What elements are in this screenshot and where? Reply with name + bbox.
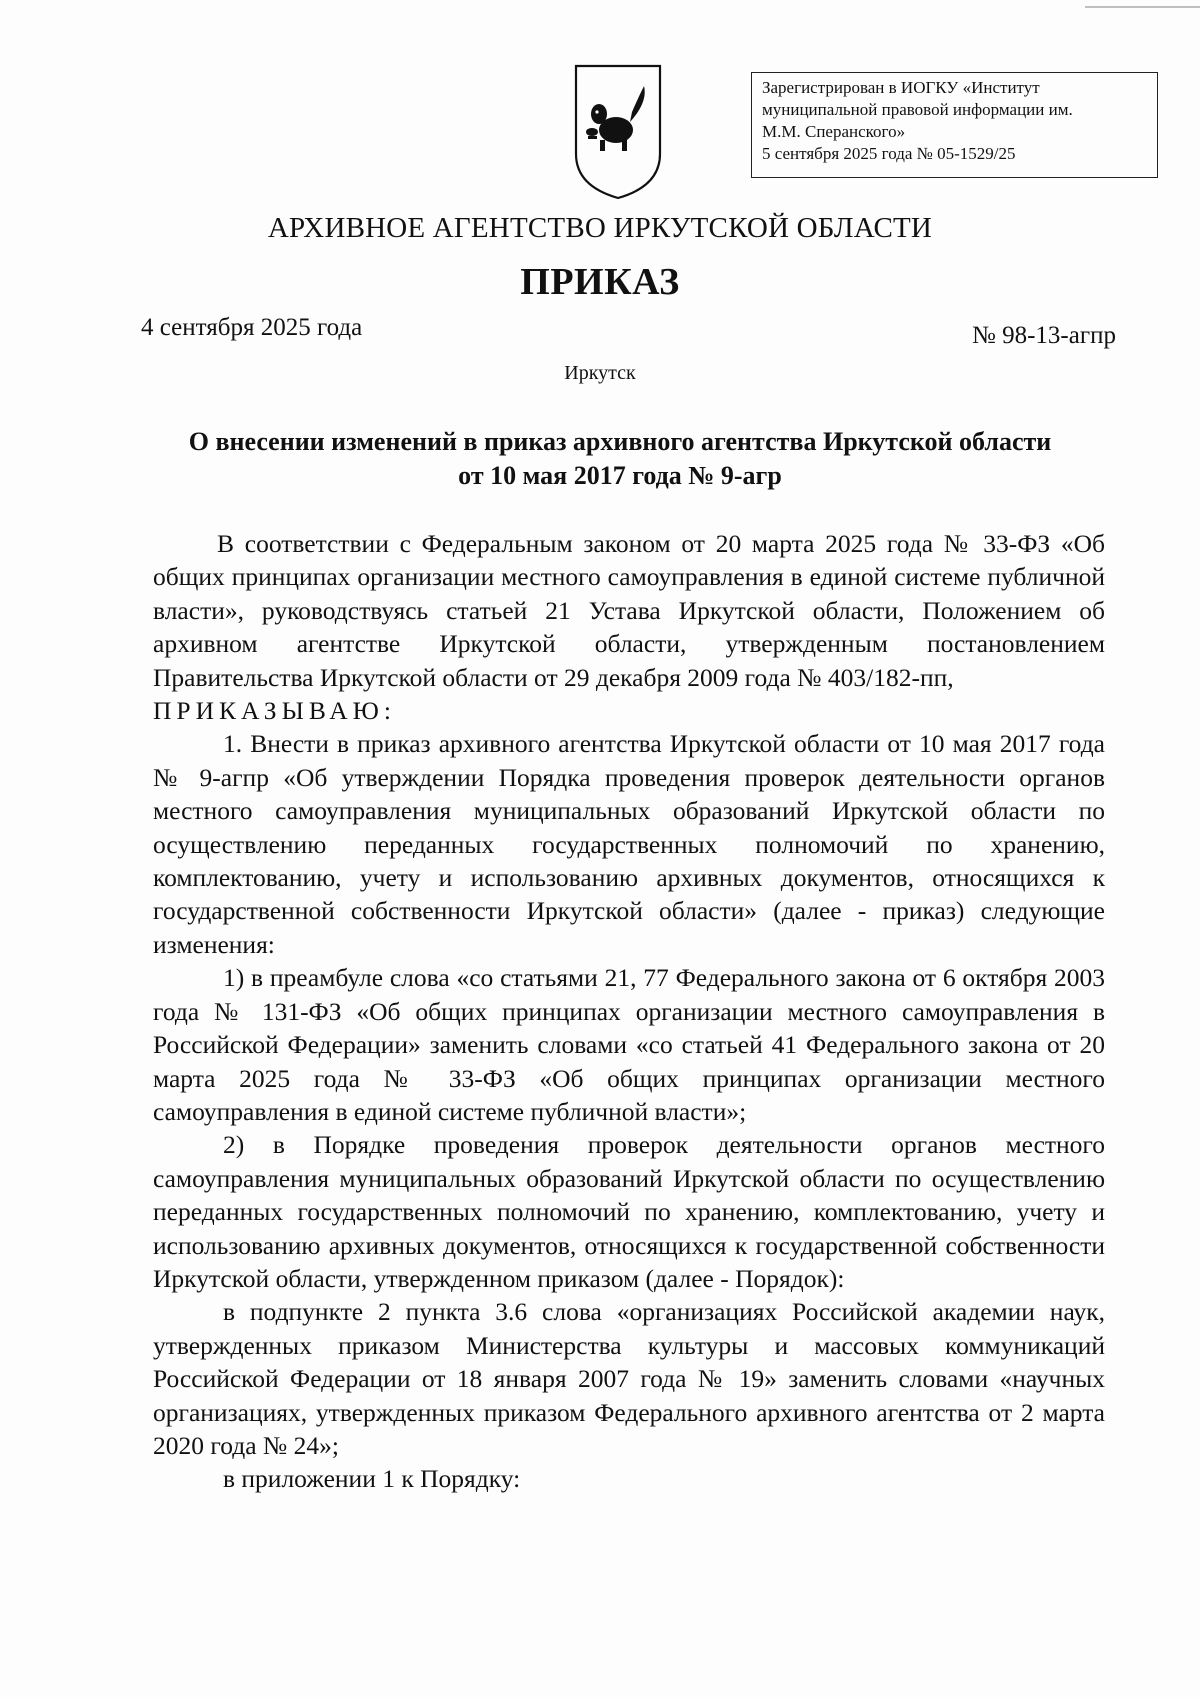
irkutsk-coat-of-arms-icon (572, 62, 664, 202)
scan-artifact-line (1085, 6, 1200, 8)
registration-line: муниципальной правовой информации им. (762, 100, 1073, 119)
item-1-paragraph: 1. Внести в приказ архивного агентства Иркутской области от 10 мая 2017 года № 9-агпр «Об утверждении Порядка проведения проверок деятельности органов местного самоуправления муниципальных образований Иркутской области по осуществлению переданных государственных полномочий по хранению, комплектованию, учету и использованию архивных документов, относящихся к государственной собственности Иркутской области» (далее - приказ) следующие изменения: (153, 729, 1105, 959)
order-word: ПРИКАЗЫВАЮ: (153, 696, 396, 726)
document-body (153, 527, 1105, 1496)
title-line-1: О внесении изменений в приказ архивного агентства Иркутской области (188, 427, 1052, 456)
subitem-2-appendix-paragraph: в приложении 1 к Порядку: (223, 1464, 521, 1494)
document-date: 4 сентября 2025 года (141, 314, 363, 341)
registration-line: М.М. Сперанского» (762, 122, 906, 141)
subitem-2-paragraph: 2) в Порядке проведения проверок деятельности органов местного самоуправления муниципальных образований Иркутской области по осуществлению переданных государственных полномочий по хранению, комплектованию, учету и использованию архивных документов, относящихся к государственной собственности Иркутской области, утвержденном приказом (далее - Порядок): (153, 1130, 1105, 1293)
subitem-1-paragraph: 1) в преамбуле слова «со статьями 21, 77 Федерального закона от 6 октября 2003 года № 131-ФЗ «Об общих принципах организации местного самоуправления в Российской Федерации» заменить словами «со статьей 41 Федерального закона от 20 марта 2025 года № 33-ФЗ «Об общих принципах организации местного самоуправления в единой системе публичной власти»; (153, 963, 1105, 1126)
preamble-paragraph: В соответствии с Федеральным законом от 20 марта 2025 года № 33-ФЗ «Об общих принципах организации местного самоуправления в единой системе публичной власти», руководствуясь статьей 21 Устава Иркутской области, Положением об архивном агентстве Иркутской области, утвержденным постановлением Правительства Иркутской области от 29 декабря 2009 года № 403/182-пп, (153, 529, 1105, 692)
document-number: № 98-13-агпр (972, 322, 1116, 349)
title-line-2: от 10 мая 2017 года № 9-агр (458, 461, 782, 490)
subitem-2-amendment-paragraph: в подпункте 2 пункта 3.6 слова «организациях Российской академии наук, утвержденных приказом Министерства культуры и массовых коммуникаций Российской Федерации от 18 января 2007 года № 19» заменить словами «научных организациях, утвержденных приказом Федерального архивного агентства от 2 марта 2020 года № 24»; (153, 1297, 1105, 1460)
document-type: ПРИКАЗ (520, 261, 680, 303)
document-title (150, 425, 1090, 493)
agency-name: АРХИВНОЕ АГЕНТСТВО ИРКУТСКОЙ ОБЛАСТИ (267, 212, 933, 244)
registration-line: 5 сентября 2025 года № 05-1529/25 (762, 144, 1016, 163)
registration-stamp-box (751, 72, 1158, 178)
document-city: Иркутск (564, 362, 636, 384)
registration-line: Зарегистрирован в ИОГКУ «Институт (762, 78, 1040, 97)
